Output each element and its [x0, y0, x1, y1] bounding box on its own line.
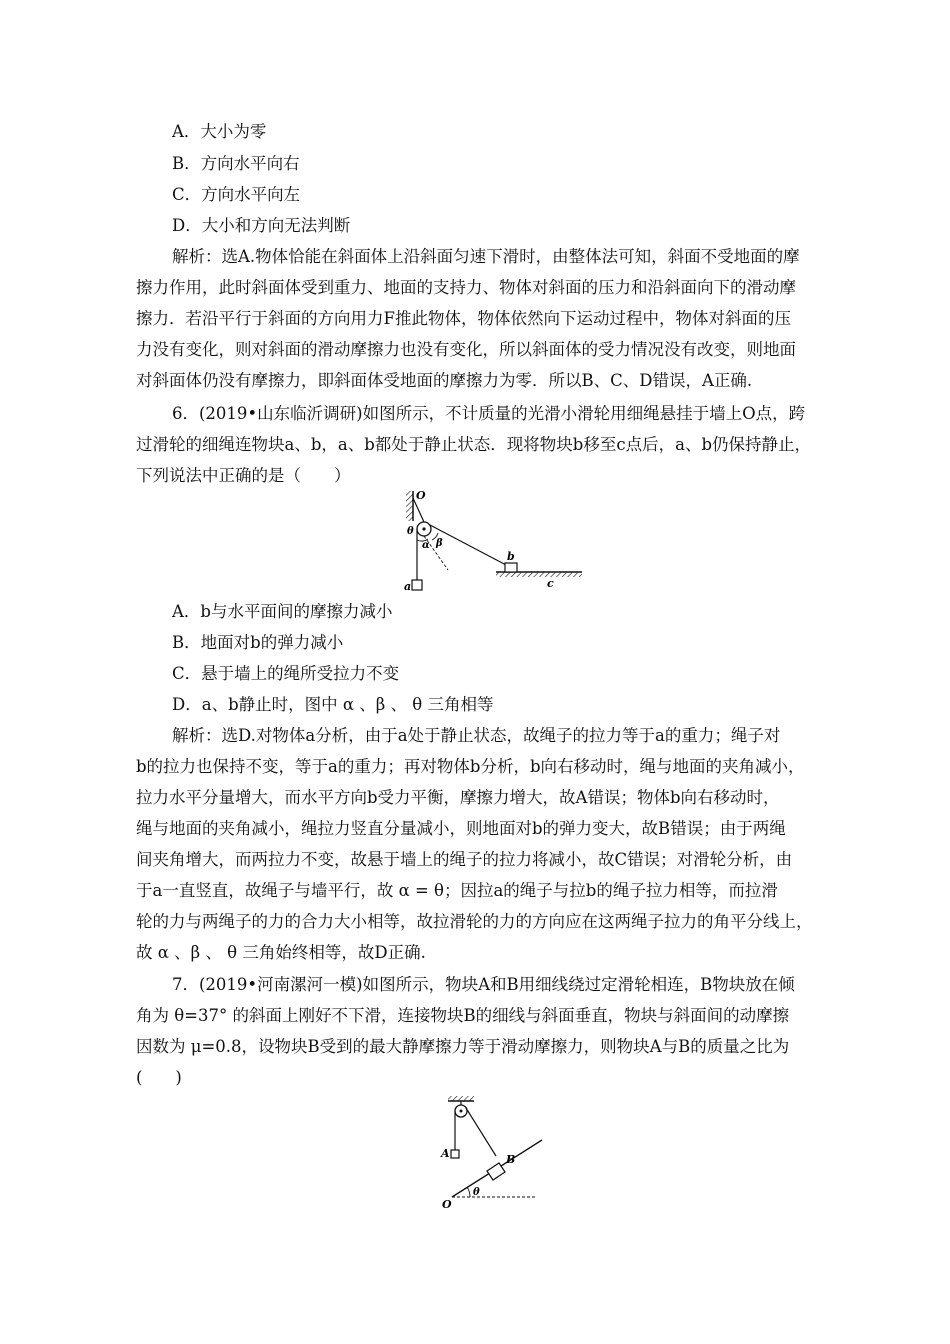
label-O: O	[442, 1198, 452, 1211]
ground-hatch	[496, 572, 582, 577]
label-O: O	[416, 489, 426, 502]
block-A	[451, 1150, 459, 1158]
label-alpha: α	[422, 540, 430, 551]
q6-stem-line: 过滑轮的细绳连物块a、b，a、b都处于静止状态．现将物块b移至c点后，a、b仍保持静止，	[136, 435, 812, 454]
pulley-axle	[422, 527, 425, 530]
label-beta: β	[436, 538, 443, 549]
q6-analysis-line: 拉力水平分量增大，而水平方向b受力平衡，摩擦力增大，故A错误；物体b向右移动时，	[136, 788, 780, 807]
q5-option-d: D．大小和方向无法判断	[172, 216, 351, 235]
q6-analysis-line: 间夹角增大，而两拉力不变，故悬于墙上的绳子的拉力将减小，故C错误；对滑轮分析，由	[136, 850, 793, 869]
q6-analysis-line: 解析：选D.对物体a分析，由于a处于静止状态，故绳子的拉力等于a的重力；绳子对	[172, 726, 781, 745]
q6-analysis-line: 故 α 、β 、 θ 三角始终相等，故D正确.	[136, 943, 426, 962]
label-b: b	[507, 550, 515, 563]
q6-option-a: A．b与水平面间的摩擦力减小	[172, 602, 393, 621]
label-c: c	[547, 577, 554, 590]
q5-option-a: A．大小为零	[172, 122, 267, 141]
q6-stem-line: 下列说法中正确的是（ ）	[136, 466, 351, 485]
q6-analysis-line: 绳与地面的夹角减小，绳拉力竖直分量减小，则地面对b的弹力变大，故B错误；由于两绳	[136, 819, 786, 838]
q6-option-b: B．地面对b的弹力减小	[172, 633, 344, 652]
q7-stem-line: 角为 θ=37° 的斜面上刚好不下滑，连接物块B的细线与斜面垂直，物块与斜面间的动摩擦	[136, 1006, 790, 1025]
label-theta: θ	[473, 1187, 480, 1198]
q5-option-c: C．方向水平向左	[172, 185, 301, 204]
q6-analysis-line: 轮的力与两绳子的力的合力大小相等，故拉滑轮的力的方向应在这两绳子拉力的角平分线上，	[136, 912, 813, 931]
q5-analysis-line: 擦力．若沿平行于斜面的方向用力F推此物体，物体依然向下运动过程中，物体对斜面的压	[136, 309, 791, 328]
rope-to-b	[466, 1108, 496, 1156]
pulley-axle	[460, 1110, 463, 1113]
q7-stem-line: 因数为 μ=0.8，设物块B受到的最大静摩擦力等于滑动摩擦力，则物块A与B的质量之比为	[136, 1037, 790, 1056]
angle-theta-arc	[467, 1187, 470, 1197]
block-b	[505, 563, 517, 572]
q7-stem-line: 7．(2019•河南漯河一模)如图所示，物块A和B用细线绕过定滑轮相连，B物块放在倾	[172, 975, 795, 994]
q6-analysis-line: b的拉力也保持不变，等于a的重力；再对物体b分析，b向右移动时，绳与地面的夹角减小，	[136, 757, 805, 776]
q6-stem-line: 6．(2019•山东临沂调研)如图所示，不计质量的光滑小滑轮用细绳悬挂于墙上O点，跨	[172, 404, 806, 423]
q5-analysis-line: 擦力作用，此时斜面体受到重力、地面的支持力、物体对斜面的压力和沿斜面向下的滑动摩	[136, 278, 796, 297]
q7-incline-figure	[436, 1094, 548, 1212]
q6-analysis-line: 于a一直竖直，故绳子与墙平行，故 α = θ；因拉a的绳子与拉b的绳子拉力相等，而拉滑	[136, 881, 778, 900]
q6-option-c: C．悬于墙上的绳所受拉力不变	[172, 664, 400, 683]
q6-pulley-figure	[396, 488, 596, 598]
q7-stem-line: ( )	[136, 1068, 182, 1087]
q5-analysis-line: 对斜面体仍没有摩擦力，即斜面体受地面的摩擦力为零．所以B、C、D错误，A正确.	[136, 371, 753, 390]
label-A: A	[441, 1147, 450, 1160]
block-a	[412, 580, 422, 590]
label-a: a	[404, 580, 412, 593]
q6-option-d: D．a、b静止时，图中 α 、β 、 θ 三角相等	[172, 695, 494, 714]
label-theta: θ	[407, 526, 414, 537]
q5-analysis-line: 力没有变化，则对斜面的滑动摩擦力也没有变化，所以斜面体的受力情况没有改变，则地面	[136, 340, 796, 359]
q5-analysis-line: 解析：选A.物体恰能在斜面体上沿斜面匀速下滑时，由整体法可知，斜面不受地面的摩	[172, 247, 800, 266]
wall-hatch	[406, 491, 413, 521]
label-B: B	[506, 1153, 516, 1166]
q5-option-b: B．方向水平向右	[172, 154, 300, 173]
